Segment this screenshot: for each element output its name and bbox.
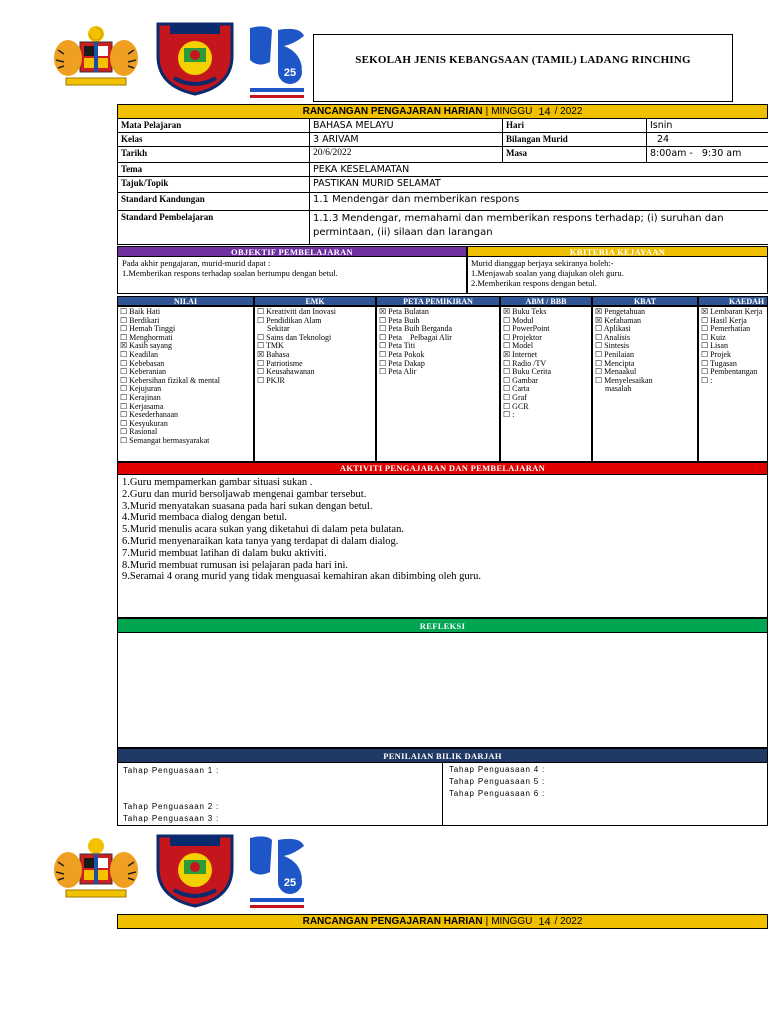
checklist-item: ☐ Peta Buih	[379, 315, 420, 325]
checklist-item: ☐ Modul	[503, 315, 534, 325]
info-row-subject	[118, 119, 768, 133]
emk-list	[254, 306, 376, 462]
checklist-item: ☐ Keberanian	[120, 367, 167, 377]
title-text-2: RANCANGAN PENGAJARAN HARIAN	[302, 916, 483, 927]
year-text-2: / 2022	[554, 916, 583, 927]
mata-pelajaran-label: Mata Pelajaran	[118, 119, 310, 133]
checklist-item: ☒ Kefahaman	[595, 315, 642, 325]
malaysia-coat-of-arms-logo-2	[48, 832, 144, 904]
minggu-value-2: 14	[538, 915, 551, 928]
title-separator-2: |	[485, 916, 489, 927]
nilai-header: NILAI	[117, 296, 254, 306]
checklist-item: ☐ Kejujuran	[120, 384, 162, 394]
title-bar-2	[117, 914, 768, 929]
ts25-programme-logo-2	[244, 832, 310, 912]
aktiviti-item: 4.Murid membaca dialog dengan betul.	[122, 512, 288, 524]
kbat-header: KBAT	[592, 296, 698, 306]
hari-label: Hari	[503, 119, 647, 133]
checklist-item: ☐ Kuiz	[701, 332, 726, 342]
logo-badge-number: 25	[283, 67, 297, 79]
info-table	[117, 118, 768, 245]
standard-kandungan-value: 1.1 Mendengar dan memberikan respons	[310, 193, 768, 211]
aktiviti-header: AKTIVITI PENGAJARAN DAN PEMBELAJARAN	[117, 462, 768, 475]
checklist-item: ☐ Keadilan	[120, 349, 159, 359]
logo-badge-number-2: 25	[283, 877, 297, 889]
info-row-standard-kandungan	[118, 193, 768, 211]
aktiviti-item: 2.Guru dan murid bersoljawab mengenai gambar tersebut.	[122, 488, 367, 500]
tajuk-value: PASTIKAN MURID SELAMAT	[310, 177, 768, 193]
tarikh-label: Tarikh	[118, 147, 310, 163]
checklist-item: ☐ Pembentangan	[701, 367, 758, 377]
standard-pembelajaran-value: 1.1.3 Mendengar, memahami dan memberikan respons terhadap; (i) suruhan dan permintaan, (ii) silaan dan larangan	[310, 211, 768, 245]
checklist-item: ☒ Kasih sayang	[120, 341, 173, 351]
refleksi-header: REFLEKSI	[117, 618, 768, 633]
checklist-item: ☐ Projek	[701, 349, 732, 359]
aktiviti-item: 6.Murid menyenaraikan kata tanya yang terdapat di dalam dialog.	[122, 535, 399, 547]
bilangan-murid-value: 24	[647, 133, 768, 147]
objektif-line-2: 1.Memberikan respons terhadap soalan bertumpu dengan betul.	[122, 268, 338, 278]
checklist-item: ☐ Sintesis	[595, 341, 630, 351]
masa-value: 8:00am - 9:30 am	[647, 147, 768, 163]
peta-pemikiran-header: PETA PEMIKIRAN	[376, 296, 500, 306]
kelas-label: Kelas	[118, 133, 310, 147]
aktiviti-item: 5.Murid menulis acara sukan yang diketahui di dalam peta bulatan.	[122, 524, 404, 536]
aktiviti-item: 7.Murid membuat latihan di dalam buku aktiviti.	[122, 547, 327, 559]
checklist-item: ☐ TMK	[257, 341, 284, 351]
checklist-item: ☒ Internet	[503, 349, 538, 359]
checklist-item: ☐ Tugasan	[701, 358, 737, 368]
checklist-item: ☐ Model	[503, 341, 534, 351]
checklist-item: ☐ Hemah Tinggi	[120, 324, 176, 334]
penilaian-divider	[442, 762, 443, 826]
tahap-penguasaan-4: Tahap Penguasaan 4 :	[449, 765, 546, 774]
tajuk-label: Tajuk/Topik	[118, 177, 310, 193]
checklist-item: ☐ Keusahawanan	[257, 367, 315, 377]
title-separator: |	[485, 106, 489, 117]
info-row-standard-pembelajaran	[118, 211, 768, 245]
title-text: RANCANGAN PENGAJARAN HARIAN	[302, 106, 483, 117]
emk-header: EMK	[254, 296, 376, 306]
checklist-item: Sekitar	[257, 324, 290, 334]
info-row-class	[118, 133, 768, 147]
kbat-list	[592, 306, 698, 462]
checklist-item: ☒ Pengetahuan	[595, 307, 646, 316]
checklist-item: ☐ Kerajinan	[120, 392, 161, 402]
aktiviti-item: 8.Murid membuat rumusan isi pelajaran pada hari ini.	[122, 559, 348, 571]
checklist-item: ☐ Projektor	[503, 332, 542, 342]
checklist-item: ☐ Menyelesaikan	[595, 375, 653, 385]
checklist-item: ☐ Penilaian	[595, 349, 634, 359]
kriteria-line-1: Murid dianggap berjaya sekiranya boleh:-	[471, 258, 614, 268]
info-row-tema	[118, 163, 768, 177]
checklist-item: ☐ Menaakul	[595, 367, 637, 377]
info-row-date	[118, 147, 768, 163]
bilangan-murid-label: Bilangan Murid	[503, 133, 647, 147]
checklist-item: ☐ Kerjasama	[120, 401, 164, 411]
aktiviti-list	[122, 477, 481, 583]
hari-value: Isnin	[647, 119, 768, 133]
checklist-item: ☐ Aplikasi	[595, 324, 631, 334]
info-row-tajuk	[118, 177, 768, 193]
school-name-box	[313, 34, 733, 102]
checklist-item: ☐ Gambar	[503, 375, 538, 385]
checklist-item: ☐ PKJR	[257, 375, 285, 385]
checklist-item: ☐ Buku Cerita	[503, 367, 552, 377]
checklist-item: ☐ Radio /TV	[503, 358, 547, 368]
checklist-item: ☐ Berdikari	[120, 315, 160, 325]
checklist-item: ☐ Kebersihan fizikal & mental	[120, 375, 221, 385]
checklist-item: ☐ Patriotisme	[257, 358, 303, 368]
checklist-item: ☐ Kesederhanaan	[120, 410, 179, 420]
checklist-item: ☐ Kreativiti dan Inovasi	[257, 307, 336, 316]
ts25-programme-logo	[244, 22, 310, 102]
checklist-item: ☐ Baik Hati	[120, 307, 161, 316]
checklist-item: ☐ Peta Pelbagai Alir	[379, 332, 452, 342]
kaedah-list	[698, 306, 768, 462]
malaysia-coat-of-arms-logo	[48, 20, 144, 92]
kaedah-header: KAEDAH	[698, 296, 768, 306]
peta-pemikiran-list	[376, 306, 500, 462]
checklist-item: ☐ Carta	[503, 384, 530, 394]
tahap-penguasaan-5: Tahap Penguasaan 5 :	[449, 777, 546, 786]
title-bar	[117, 104, 768, 119]
minggu-label-2: MINGGU	[491, 916, 533, 927]
aktiviti-item: 3.Murid menyatakan suasana pada hari sukan dengan betul.	[122, 500, 373, 512]
checklist-item: ☐ Hasil Kerja	[701, 315, 747, 325]
kriteria-header: KRITERIA KEJAYAAN	[467, 246, 768, 257]
checklist-item: ☒ Lembaran Kerja	[701, 307, 763, 316]
checklist-item: ☒ Peta Bulatan	[379, 307, 429, 316]
checklist-item: ☐ Peta Alir	[379, 367, 417, 377]
refleksi-box	[117, 632, 768, 748]
tahap-penguasaan-6: Tahap Penguasaan 6 :	[449, 789, 546, 798]
checklist-item: ☐ Menghormati	[120, 332, 173, 342]
abm-bbb-list	[500, 306, 592, 462]
tarikh-value: 20/6/2022	[310, 147, 503, 163]
checklist-item: ☐ Peta Pokok	[379, 349, 425, 359]
checklist-item: ☐ PowerPoint	[503, 324, 550, 334]
kriteria-line-2: 1.Menjawab soalan yang diajukan oleh guru.	[471, 268, 624, 278]
checklist-item: ☒ Bahasa	[257, 349, 290, 359]
tahap-penguasaan-1: Tahap Penguasaan 1 :	[123, 766, 220, 775]
checklist-item: ☐ Peta Dakap	[379, 358, 425, 368]
abm-bbb-header: ABM / BBB	[500, 296, 592, 306]
minggu-label: MINGGU	[491, 106, 533, 117]
tahap-penguasaan-2: Tahap Penguasaan 2 :	[123, 802, 220, 811]
objektif-header: OBJEKTIF PEMBELAJARAN	[117, 246, 467, 257]
year-text: / 2022	[554, 106, 583, 117]
checklist-item: ☐ Kebebasan	[120, 358, 165, 368]
minggu-value: 14	[538, 105, 551, 118]
checklist-item: ☐ Kesyukuran	[120, 418, 168, 428]
tema-value: PEKA KESELAMATAN	[310, 163, 768, 177]
standard-kandungan-label: Standard Kandungan	[118, 193, 310, 211]
checklist-item: ☐ Peta Buih Berganda	[379, 324, 453, 334]
checklist-item: ☐ Analisis	[595, 332, 630, 342]
aktiviti-item: 1.Guru mempamerkan gambar situasi sukan .	[122, 477, 313, 488]
checklist-item: ☐ Mencipta	[595, 358, 635, 368]
standard-pembelajaran-label: Standard Pembelajaran	[118, 211, 310, 245]
masa-label: Masa	[503, 147, 647, 163]
checklist-item: ☐ Sains dan Teknologi	[257, 332, 332, 342]
checklist-item: ☐ :	[701, 375, 713, 385]
school-name: SEKOLAH JENIS KEBANGSAAN (TAMIL) LADANG RINCHING	[355, 54, 691, 66]
checklist-item: ☐ Graf	[503, 392, 527, 402]
checklist-item: ☒ Buku Teks	[503, 307, 547, 316]
mata-pelajaran-value: BAHASA MELAYU	[310, 119, 503, 133]
checklist-item: ☐ GCR	[503, 401, 529, 411]
objektif-line-1: Pada akhir pengajaran, murid-murid dapat :	[122, 258, 271, 268]
checklist-item: masalah	[595, 384, 632, 394]
tahap-penguasaan-3: Tahap Penguasaan 3 :	[123, 814, 220, 823]
checklist-item: ☐ :	[503, 410, 515, 420]
checklist-item: ☐ Pendidikan Alam	[257, 315, 322, 325]
checklist-item: ☐ Pemerhatian	[701, 324, 751, 334]
tema-label: Tema	[118, 163, 310, 177]
checklist-item: ☐ Semangat bermasyarakat	[120, 435, 210, 445]
kelas-value: 3 ARIVAM	[310, 133, 503, 147]
checklist-item: ☐ Peta Titi	[379, 341, 416, 351]
checklist-item: ☐ Lisan	[701, 341, 728, 351]
aktiviti-item: 9.Seramai 4 orang murid yang tidak menguasai kemahiran akan dibimbing oleh guru.	[122, 571, 481, 583]
school-shield-logo-2	[154, 830, 236, 908]
checklist-item: ☐ Rasional	[120, 427, 158, 437]
school-shield-logo	[154, 18, 236, 96]
nilai-list	[117, 306, 254, 462]
kriteria-line-3: 2.Memberikan respons dengan betul.	[471, 278, 597, 288]
penilaian-header: PENILAIAN BILIK DARJAH	[117, 748, 768, 763]
